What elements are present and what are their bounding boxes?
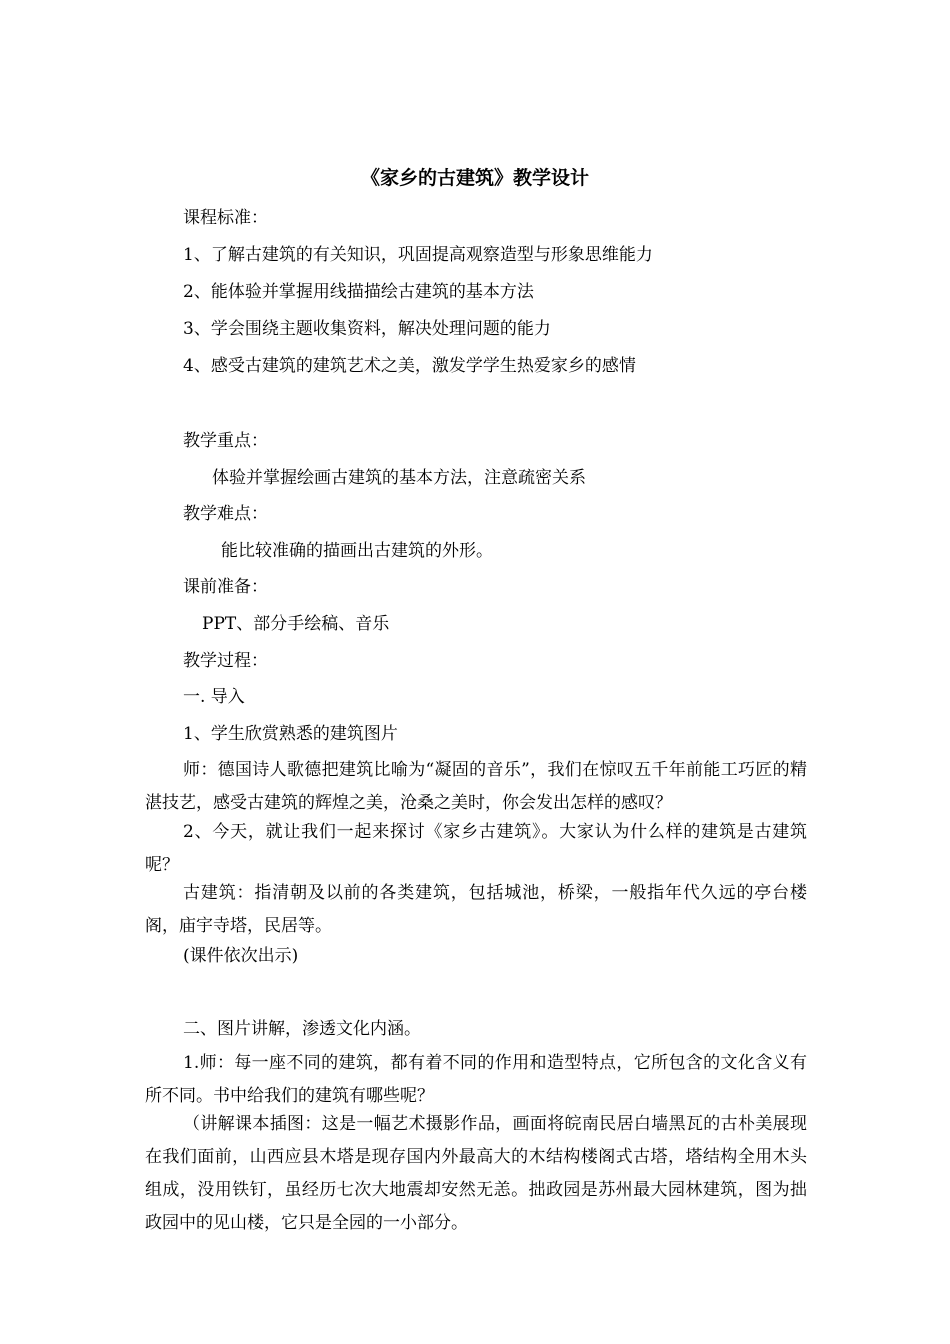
course-standard-heading: 课程标准： bbox=[183, 208, 268, 228]
section-1-heading: 一. 导入 bbox=[183, 687, 245, 707]
standard-item-2: 2、能体验并掌握用线描描绘古建筑的基本方法 bbox=[183, 282, 534, 302]
section-2-item-1-paragraph: 1.师：每一座不同的建筑，都有着不同的作用和造型特点，它所包含的文化含义有所不同。书中给我们的建筑有哪些呢？ bbox=[145, 1053, 807, 1106]
standard-item-3: 3、学会围绕主题收集资料，解决处理问题的能力 bbox=[183, 319, 551, 339]
difficulty-heading: 教学难点： bbox=[183, 504, 268, 524]
courseware-note: (课件依次出示) bbox=[183, 946, 299, 966]
key-point-text: 体验并掌握绘画古建筑的基本方法，注意疏密关系 bbox=[212, 468, 586, 488]
process-heading: 教学过程： bbox=[183, 651, 268, 671]
standard-item-1: 1、了解古建筑的有关知识，巩固提高观察造型与形象思维能力 bbox=[183, 245, 653, 265]
section-2-heading: 二、图片讲解，渗透文化内涵。 bbox=[183, 1019, 421, 1039]
today-paragraph: 2、今天，就让我们一起来探讨《家乡古建筑》。大家认为什么样的建筑是古建筑呢？ bbox=[145, 822, 807, 875]
teacher-intro-paragraph: 师：德国诗人歌德把建筑比喻为“凝固的音乐”，我们在惊叹五千年前能工巧匠的精湛技艺，感受古建筑的辉煌之美，沧桑之美时，你会发出怎样的感叹？ bbox=[145, 760, 807, 813]
difficulty-text: 能比较准确的描画出古建筑的外形。 bbox=[221, 541, 493, 561]
standard-item-4: 4、感受古建筑的建筑艺术之美，激发学学生热爱家乡的感情 bbox=[183, 356, 636, 376]
key-point-heading: 教学重点： bbox=[183, 431, 268, 451]
explanation-paragraph: （讲解课本插图：这是一幅艺术摄影作品，画面将皖南民居白墙黑瓦的古朴美展现在我们面前，山西应县木塔是现存国内外最高大的木结构楼阁式古塔，塔结构全用木头组成，没用铁钉，虽经历七次大地震却安然无恙。拙政园是苏州最大园林建筑，图为拙政园中的见山楼，它只是全园的一小部分。 bbox=[145, 1114, 807, 1233]
section-1-item-1: 1、学生欣赏熟悉的建筑图片 bbox=[183, 724, 398, 744]
definition-paragraph: 古建筑：指清朝及以前的各类建筑，包括城池，桥梁，一般指年代久远的亭台楼阁，庙宇寺塔，民居等。 bbox=[145, 883, 807, 936]
document-title: 《家乡的古建筑》教学设计 bbox=[360, 167, 589, 189]
preparation-heading: 课前准备： bbox=[183, 577, 268, 597]
preparation-text: PPT、部分手绘稿、音乐 bbox=[202, 614, 390, 634]
